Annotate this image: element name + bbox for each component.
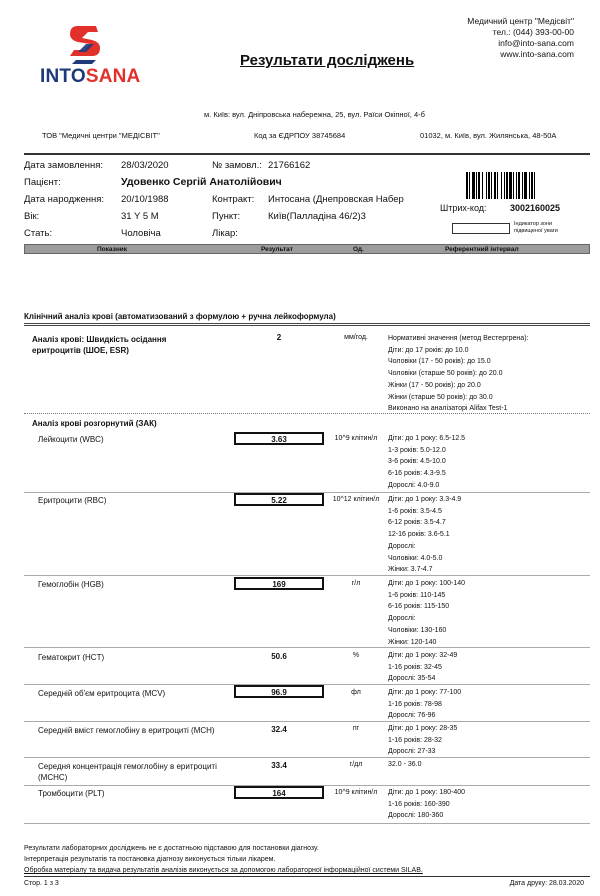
barcode-bar [476, 172, 477, 199]
patient-name: Удовенко Сергій Анатолійович [121, 176, 282, 188]
cbc-title: Аналіз крові розгорнутий (ЗАК) [32, 419, 157, 428]
intosana-logo-icon [66, 22, 106, 66]
row-unit-plt: 10^9 клітин/л [334, 789, 378, 796]
row-divider [24, 647, 590, 648]
ref-line: 12-16 років: 3.6-5.1 [388, 531, 450, 539]
row-unit-hct: % [352, 652, 360, 659]
barcode-bar [482, 172, 483, 199]
ref-line: 6-16 років: 115-150 [388, 603, 450, 611]
row-divider [24, 823, 590, 824]
esr-divider [24, 413, 590, 414]
barcode-bar [501, 172, 502, 199]
row-value-hct: 50.6 [271, 652, 287, 661]
ref-line: Діти: до 1 року: 28-35 [388, 725, 458, 732]
attention-indicator-box [452, 223, 510, 234]
row-unit-mch: пг [352, 725, 360, 732]
ref-line: 1-6 років: 3.5-4.5 [388, 507, 442, 515]
row-value-mch: 32.4 [271, 725, 287, 734]
barcode-bar [509, 172, 512, 199]
row-value-mcv: 96.9 [271, 688, 287, 697]
legal-address: 01032, м. Київ, вул. Жилянська, 48-50А [420, 131, 557, 140]
col-unit: Од. [353, 246, 364, 253]
ref-line: Виконано на аналізаторі Alifax Test-1 [388, 405, 508, 413]
dob-label: Дата народження: [24, 194, 105, 205]
section-title: Клінічний аналіз крові (автоматизований з формулою + ручна лейкоформула) [24, 312, 336, 321]
barcode-icon [466, 172, 578, 199]
esr-value: 2 [276, 333, 282, 342]
order-date-label: Дата замовлення: [24, 160, 104, 171]
row-unit-rbc: 10^12 клітин/л [332, 496, 380, 503]
barcode-bar [494, 172, 496, 199]
col-reference: Референтний інтервал [445, 246, 519, 253]
row-ref-mcv [388, 687, 461, 722]
ref-line: Жінки (17 - 50 років): до 20.0 [388, 381, 481, 389]
barcode-label: Штрих-код: [440, 203, 487, 213]
row-name-wbc: Лейкоцити (WBC) [38, 435, 104, 444]
row-ref-hct [388, 650, 457, 685]
footer-divider [24, 876, 590, 877]
ref-line: Дорослі: [388, 615, 416, 623]
clinic-email: info@into-sana.com [498, 38, 574, 48]
clinic-name: Медичний центр "Медісвіт" [467, 16, 574, 26]
row-value-plt: 164 [272, 789, 286, 798]
ref-line: Чоловіки (старше 50 років): до 20.0 [388, 370, 503, 378]
row-name-hgb: Гемоглобін (HGB) [38, 580, 104, 589]
ref-line: Діти: до 17 років: до 10.0 [388, 346, 469, 354]
ref-line: Жінки: 120-140 [388, 638, 437, 646]
ref-line: 1-16 років: 160-390 [388, 800, 450, 808]
ref-line: 32.0 - 36.0 [388, 761, 422, 768]
barcode-bar [522, 172, 523, 199]
ref-line: Жінки (старше 50 років): до 30.0 [388, 393, 493, 401]
row-value-hgb: 169 [272, 580, 286, 589]
ref-line: 6-12 років: 3.5-4.7 [388, 519, 446, 527]
row-value-wbc: 3.63 [271, 435, 287, 444]
ref-line: Дорослі: [388, 542, 416, 550]
barcode-bar [472, 172, 475, 199]
row-name-hct: Гематокрит (HCT) [38, 653, 105, 662]
clinic-phone: тел.: (044) 393-00-00 [492, 27, 574, 37]
row-ref-rbc [388, 494, 461, 576]
clinic-address: м. Київ: вул. Дніпровська набережна, 25, вул. Раїси Окіпної, 4-б [204, 110, 425, 119]
attention-indicator-label: Індикатор зони підвищеної уваги [514, 221, 558, 234]
ref-line: 1-6 років: 110-145 [388, 591, 446, 599]
sex: Чоловіча [121, 228, 161, 239]
patient-label: Пацієнт: [24, 177, 61, 188]
row-divider [24, 575, 590, 576]
row-unit-wbc: 10^9 клітин/л [334, 435, 378, 442]
print-date: Дата друку: 28.03.2020 [509, 880, 584, 887]
ref-line: 1-16 років: 28-32 [388, 736, 442, 744]
row-unit-mcv: фл [351, 689, 361, 696]
ref-line: Дорослі: 27-33 [388, 748, 436, 756]
barcode-bar [518, 172, 520, 199]
row-unit-hgb: г/л [351, 580, 361, 587]
esr-unit: мм/год. [344, 334, 368, 341]
ref-line: Чоловіки (17 - 50 років): до 15.0 [388, 358, 491, 366]
barcode-bar [524, 172, 527, 199]
edrpou-code: Код за ЄДРПОУ 38745684 [254, 131, 346, 140]
doctor-label: Лікар: [212, 228, 238, 239]
col-indicator: Показник [97, 246, 127, 253]
footer-note: Інтерпретація результатів та постановка діагнозу виконується тільки лікарем. [24, 856, 276, 863]
barcode-bar [534, 172, 535, 199]
row-ref-plt [388, 787, 465, 822]
footer-note: Результати лабораторних досліджень не є достатньою підставою для постановки діагнозу. [24, 845, 319, 852]
ref-line: Дорослі: 76-96 [388, 712, 436, 720]
barcode-bar [497, 172, 498, 199]
sex-label: Стать: [24, 228, 53, 239]
ref-line: 1-16 років: 78-98 [388, 700, 442, 708]
section-divider [24, 323, 590, 326]
barcode-bar [491, 172, 492, 199]
header-divider [24, 153, 590, 155]
ref-line: Дорослі: 180-360 [388, 812, 444, 820]
ref-line: Дорослі: 35-54 [388, 675, 436, 683]
barcode-bar [466, 172, 468, 199]
ref-line: 3-6 років: 4.5-10.0 [388, 458, 446, 466]
point-label: Пункт: [212, 211, 241, 222]
order-number: 21766162 [268, 160, 311, 171]
order-number-label: № замовл.: [212, 160, 262, 171]
barcode-bar [506, 172, 508, 199]
ref-line: Діти: до 1 року: 32-49 [388, 652, 458, 659]
barcode-bar [529, 172, 530, 199]
barcode-bar [516, 172, 517, 199]
barcode-bar [513, 172, 514, 199]
page-number: Стор. 1 з 3 [24, 880, 59, 887]
barcode-bar [488, 172, 490, 199]
barcode-bar [486, 172, 487, 199]
ref-line: Діти: до 1 року: 100-140 [388, 580, 466, 587]
ref-line: Діти: до 1 року: 6.5-12.5 [388, 435, 466, 442]
row-unit-mchc: г/дл [349, 761, 363, 768]
clinic-website: www.into-sana.com [500, 49, 574, 59]
row-ref-mchc [388, 759, 421, 771]
age-label: Вік: [24, 211, 40, 222]
contract: Интосана (Днепровская Набер [268, 194, 404, 205]
barcode-number: 3002160025 [510, 203, 561, 213]
row-value-mchc: 33.4 [271, 761, 287, 770]
point: Київ(Палладіна 46/2)3 [268, 211, 366, 222]
age: 31 Y 5 M [121, 211, 159, 222]
col-result: Результат [261, 246, 293, 253]
ref-line: Нормативні значення (метод Вестергрена): [388, 335, 529, 342]
row-divider [24, 757, 590, 758]
company-name: ТОВ "Медичні центри "МЕДІСВІТ" [42, 131, 160, 140]
row-divider [24, 721, 590, 722]
row-ref-wbc [388, 433, 465, 492]
row-value-rbc: 5.22 [271, 496, 287, 505]
ref-line: Чоловіки: 4.0-5.0 [388, 554, 443, 562]
row-name-plt: Тромбоцити (PLT) [38, 789, 105, 798]
esr-name: Аналіз крові: Швидкість осідання еритроцитів (ШОЕ, ESR) [32, 335, 167, 355]
ref-line: 1-3 років: 5.0-12.0 [388, 446, 446, 454]
esr-reference [388, 333, 528, 415]
row-name-mcv: Середній об'єм еритроцита (MCV) [38, 689, 166, 698]
ref-line: Жінки: 3.7-4.7 [388, 566, 433, 574]
ref-line: Чоловіки: 130-160 [388, 626, 447, 634]
page-title: Результати досліджень [240, 52, 415, 69]
ref-line: Дорослі: 4.0-9.0 [388, 481, 440, 489]
dob: 20/10/1988 [121, 194, 169, 205]
row-ref-mch [388, 723, 457, 758]
row-ref-hgb [388, 578, 465, 648]
ref-line: Діти: до 1 року: 180-400 [388, 789, 466, 796]
order-date: 28/03/2020 [121, 160, 169, 171]
barcode-bar [504, 172, 505, 199]
ref-line: Діти: до 1 року: 77-100 [388, 689, 462, 696]
ref-line: 1-16 років: 32-45 [388, 663, 442, 671]
row-name-mchc: Середня концентрація гемоглобіну в еритроциті (MCHC) [38, 762, 217, 782]
contacts-block [467, 16, 574, 60]
ref-line: Діти: до 1 року: 3.3-4.9 [388, 496, 462, 503]
ref-line: 6-16 років: 4.3-9.5 [388, 470, 446, 478]
barcode-bar [478, 172, 480, 199]
contract-label: Контракт: [212, 194, 255, 205]
row-name-rbc: Еритроцити (RBC) [38, 496, 107, 505]
table-header [24, 244, 590, 254]
row-name-mch: Середній вміст гемоглобіну в еритроциті (MCH) [38, 726, 215, 735]
barcode-bar [469, 172, 470, 199]
barcode-bar [531, 172, 533, 199]
footer-note: Обробка матеріалу та видача результатів аналізів виконується за допомогою лабораторної інформаційної системи SILAB. [24, 867, 423, 874]
logo-text: INTOSANA [40, 66, 141, 87]
